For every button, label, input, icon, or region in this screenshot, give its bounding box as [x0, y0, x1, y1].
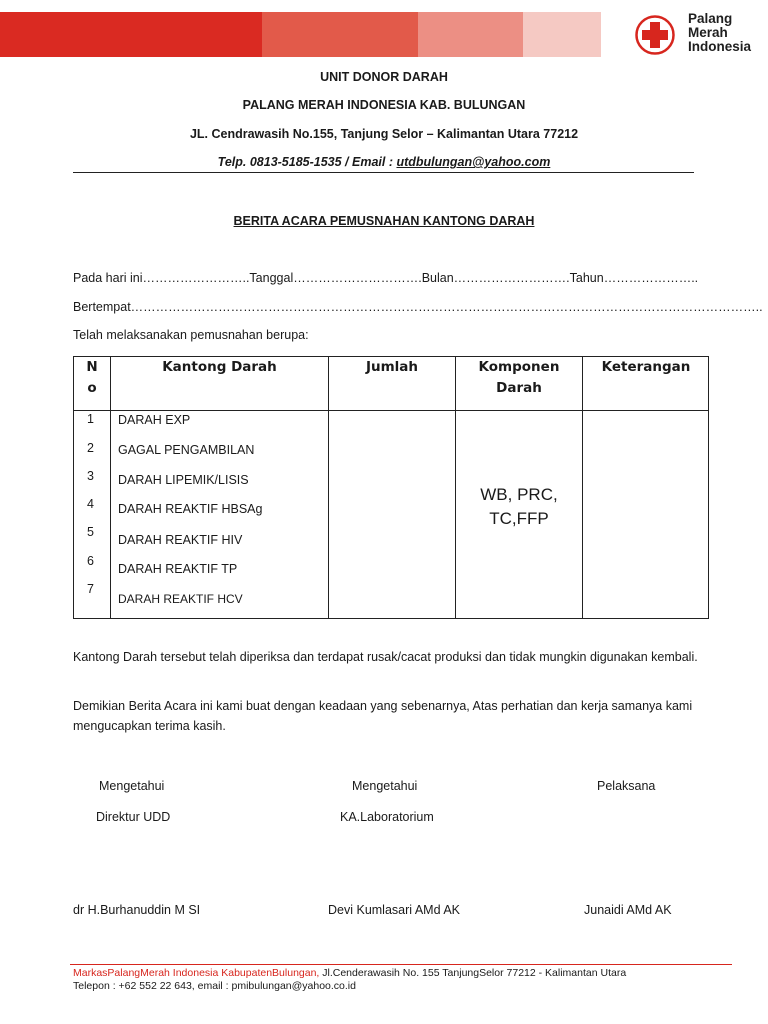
header-divider	[74, 410, 708, 411]
logo-line-1: Palang	[688, 11, 733, 26]
item-reaktif-hbsag: DARAH REAKTIF HBSAg	[118, 502, 263, 516]
place-line: Bertempat……………………………………………………………………………………………………………………………………..	[73, 300, 763, 314]
header-bar-2	[262, 12, 418, 57]
header-bar-4	[523, 12, 601, 57]
paragraph-inspection: Kantong Darah tersebut telah diperiksa dan terdapat rusak/cacat produksi dan tidak mungkin digunakan kembali.	[73, 650, 698, 664]
komponen-line1: WB, PRC,	[480, 485, 558, 504]
item-reaktif-tp: DARAH REAKTIF TP	[118, 562, 238, 576]
signature-col1-title: Direktur UDD	[96, 810, 171, 824]
signature-col1-role: Mengetahui	[99, 779, 165, 793]
header-bar-3	[418, 12, 523, 57]
header-no-line2: o	[87, 380, 97, 396]
letterhead-org: PALANG MERAH INDONESIA KAB. BULUNGAN	[242, 98, 526, 112]
date-line: Pada hari ini……………………..Tanggal………………………….Bulan……………………….Tahun…………………..	[73, 271, 699, 285]
row-number: 6	[87, 554, 94, 568]
header-no	[74, 357, 110, 399]
header-kantong-darah: Kantong Darah	[162, 359, 277, 375]
komponen-line2: TC,FFP	[489, 509, 549, 528]
letterhead-divider	[73, 172, 694, 173]
email-link[interactable]: utdbulungan@yahoo.com	[396, 155, 551, 169]
letterhead-contact	[0, 155, 768, 169]
row-number: 7	[87, 582, 94, 596]
signature-col3-role: Pelaksana	[597, 779, 656, 793]
footer-contact: Telepon : +62 552 22 643, email : pmibulungan@yahoo.co.id	[73, 980, 356, 992]
signature-col2-role: Mengetahui	[352, 779, 418, 793]
row-number: 2	[87, 441, 94, 455]
footer-divider	[70, 964, 732, 965]
row-number: 5	[87, 525, 94, 539]
footer-address	[73, 967, 626, 979]
row-number: 3	[87, 469, 94, 483]
item-lipemik-lisis: DARAH LIPEMIK/LISIS	[118, 473, 249, 487]
item-gagal-pengambilan: GAGAL PENGAMBILAN	[118, 443, 255, 457]
col-divider	[582, 357, 583, 618]
signature-col3-name: Junaidi AMd AK	[584, 903, 672, 917]
header-bar-1	[0, 12, 262, 57]
header-komponen-darah	[456, 357, 582, 399]
item-reaktif-hcv: DARAH REAKTIF HCV	[118, 592, 243, 606]
row-number: 4	[87, 497, 94, 511]
destruction-table	[73, 356, 709, 619]
letterhead-unit: UNIT DONOR DARAH	[320, 70, 448, 84]
red-cross-logo-icon	[634, 14, 676, 56]
col-divider	[328, 357, 329, 618]
header-keterangan: Keterangan	[601, 359, 691, 375]
footer-org-name: MarkasPalangMerah Indonesia KabupatenBulungan,	[73, 967, 320, 979]
komponen-value	[456, 483, 582, 531]
header-no-line1: N	[86, 359, 98, 375]
signature-col2-title: KA.Laboratorium	[340, 810, 434, 824]
header-jumlah: Jumlah	[365, 359, 419, 375]
telp-text: Telp. 0813-5185-1535 / Email :	[217, 155, 397, 169]
logo-text	[688, 12, 751, 54]
signature-col2-name: Devi Kumlasari AMd AK	[328, 903, 460, 917]
pmi-logo	[634, 12, 764, 58]
item-reaktif-hiv: DARAH REAKTIF HIV	[118, 533, 243, 547]
col-divider	[110, 357, 111, 618]
row-number: 1	[87, 412, 94, 426]
logo-line-3: Indonesia	[688, 39, 752, 54]
paragraph-closing: Demikian Berita Acara ini kami buat dengan keadaan yang sebenarnya, Atas perhatian dan kerja samanya kami mengucapkan terima kasih.	[73, 699, 693, 733]
letterhead-address: JL. Cendrawasih No.155, Tanjung Selor – Kalimantan Utara 77212	[189, 127, 579, 141]
header-komponen-line1: Komponen	[478, 359, 560, 375]
signature-col1-name: dr H.Burhanuddin M SI	[73, 903, 201, 917]
document-title: BERITA ACARA PEMUSNAHAN KANTONG DARAH	[233, 214, 535, 228]
logo-line-2: Merah	[688, 25, 728, 40]
footer-street: Jl.Cenderawasih No. 155 TanjungSelor 77212 - Kalimantan Utara	[319, 967, 627, 979]
item-darah-exp: DARAH EXP	[118, 413, 191, 427]
header-komponen-line2: Darah	[496, 380, 542, 396]
intro-text: Telah melaksanakan pemusnahan berupa:	[73, 328, 309, 342]
